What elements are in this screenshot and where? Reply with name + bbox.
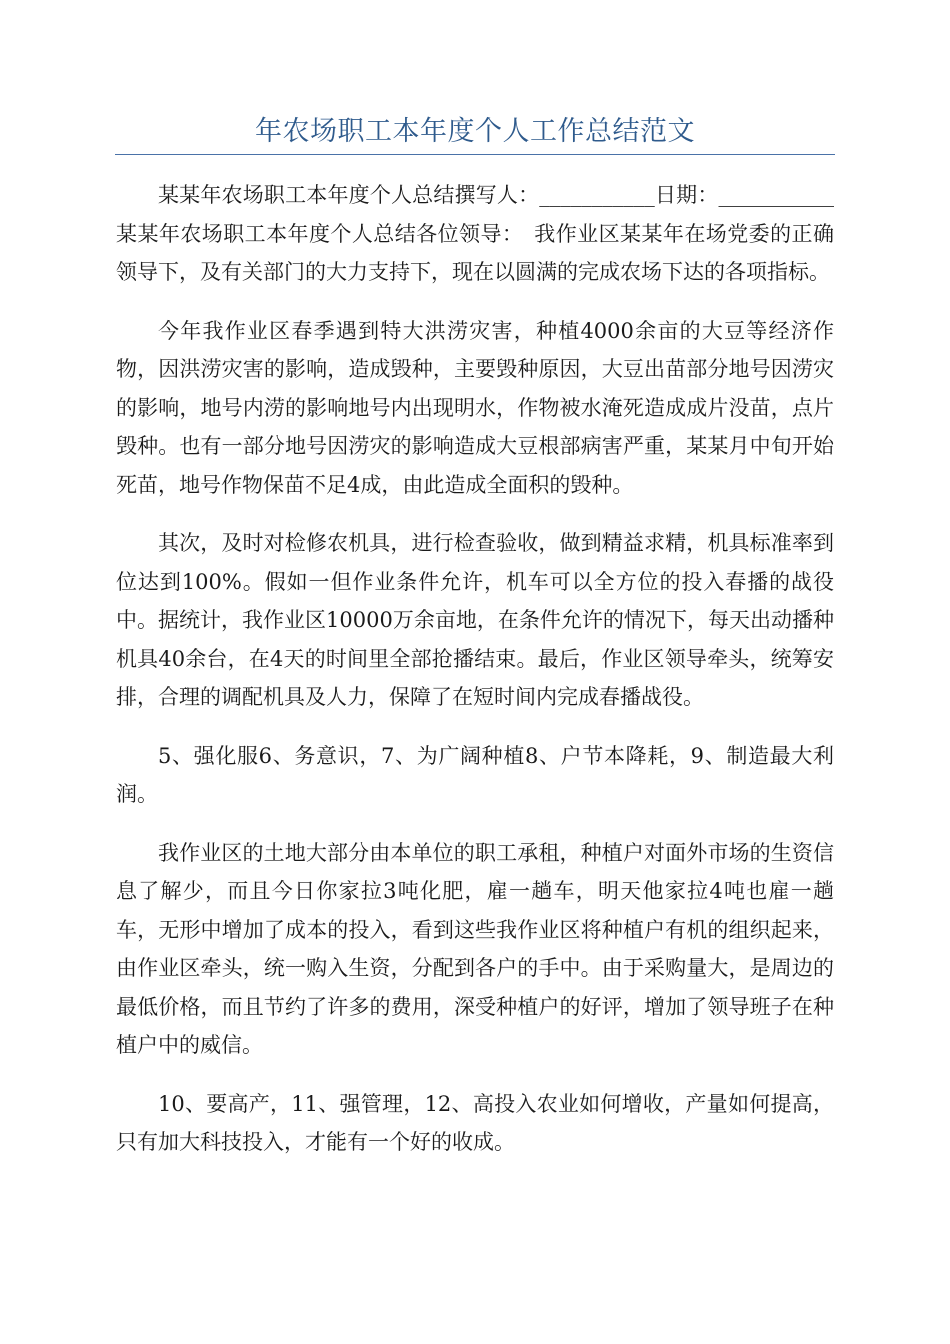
paragraph-procurement: 我作业区的土地大部分由本单位的职工承租，种植户对面外市场的生资信息了解少，而且今日你家拉3吨化肥，雇一趟车，明天他家拉4吨也雇一趟车，无形中增加了成本的投入，看到这些我作业区将种植户有机的组织起来，由作业区牵头，统一购入生资，分配到各户的手中。由于采购量大，是周边的最低价格，而且节约了许多的费用，深受种植户的好评，增加了领导班子在种植户中的威信。 — [116, 840, 834, 1057]
document-title: 年农场职工本年度个人工作总结范文 — [255, 116, 695, 147]
document-body — [116, 176, 834, 1182]
paragraph-yield: 10、要高产，11、强管理，12、高投入农业如何增收，产量如何提高，只有加大科技投入，才能有一个好的收成。 — [116, 1091, 834, 1154]
paragraph-intro: 某某年农场职工本年度个人总结撰写人：___________日期：___________某某年农场职工本年度个人总结各位领导： 我作业区某某年在场党委的正确领导下，及有关部门的大力支持下，现在以圆满的完成农场下达的各项指标。 — [116, 183, 834, 284]
paragraph-service: 5、强化服6、务意识，7、为广阔种植8、户节本降耗，9、制造最大利润。 — [116, 743, 834, 806]
paragraph-flood: 今年我作业区春季遇到特大洪涝灾害，种植4000余亩的大豆等经济作物，因洪涝灾害的影响，造成毁种，主要毁种原因，大豆出苗部分地号因涝灾的影响，地号内涝的影响地号内出现明水，作物被水淹死造成成片没苗，点片毁种。也有一部分地号因涝灾的影响造成大豆根部病害严重，某某月中旬开始死苗，地号作物保苗不足4成，由此造成全面积的毁种。 — [116, 318, 834, 497]
title-underline — [115, 154, 835, 155]
paragraph-machinery: 其次，及时对检修农机具，进行检查验收，做到精益求精，机具标准率到位达到100%。假如一但作业条件允许，机车可以全方位的投入春播的战役中。据统计，我作业区10000万余亩地，在条件允许的情况下，每天出动播种机具40余台，在4天的时间里全部抢播结束。最后，作业区领导牵头，统筹安排，合理的调配机具及人力，保障了在短时间内完成春播战役。 — [116, 531, 834, 709]
